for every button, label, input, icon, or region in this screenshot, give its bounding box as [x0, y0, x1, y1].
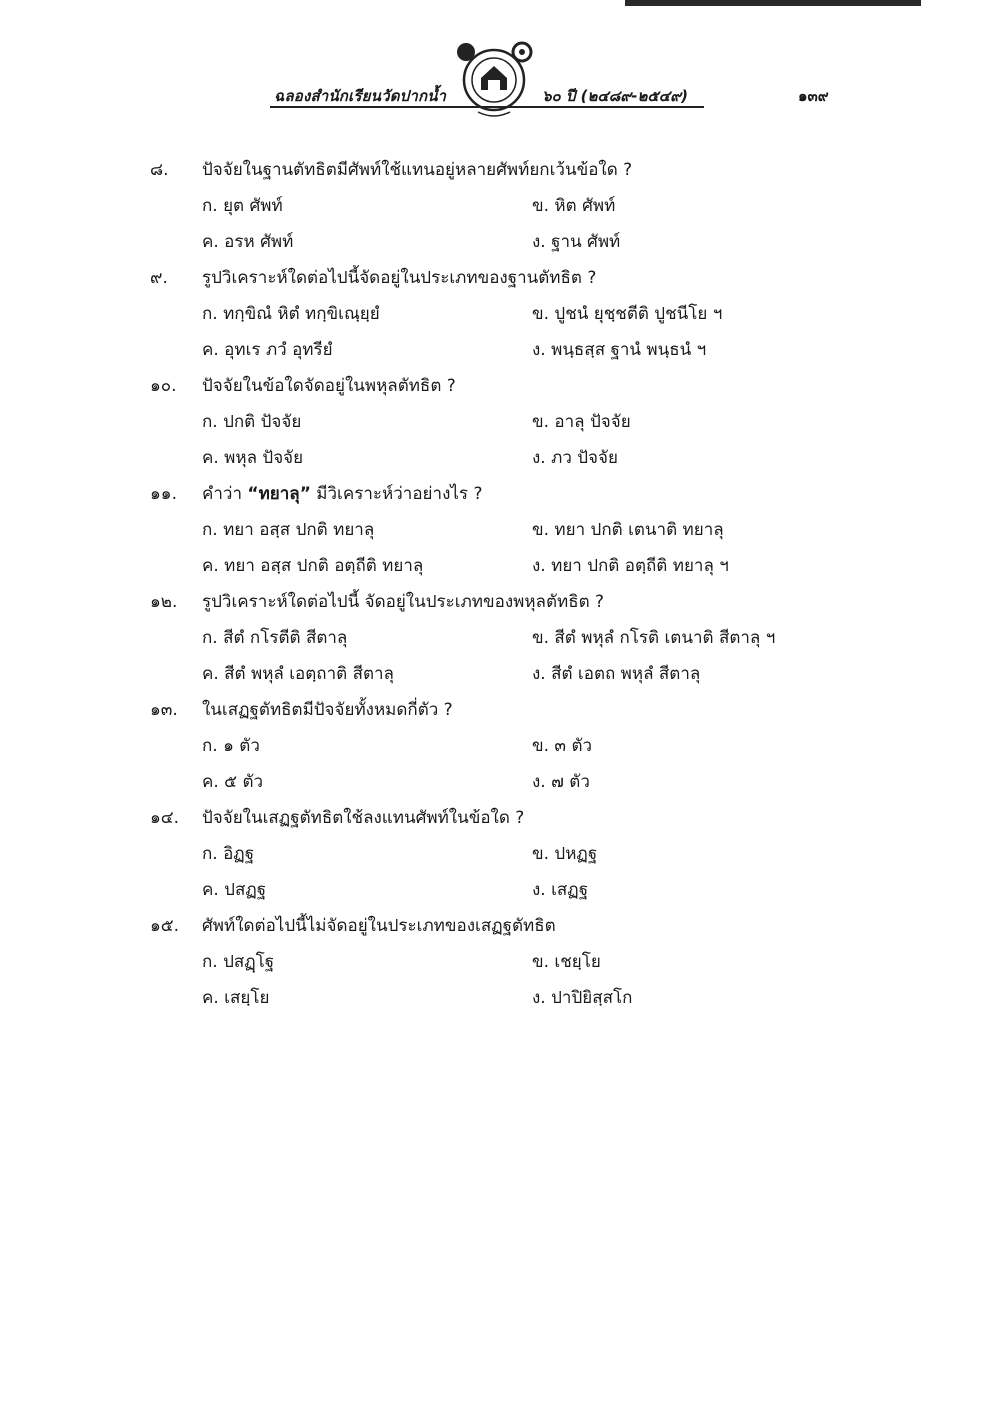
question-10 [150, 368, 870, 476]
option-d: ง. พนฺธสฺส ฐานํ พนฺธนํ ฯ [532, 340, 707, 360]
option-a: ก. ปสฏฺโฐ [202, 952, 275, 972]
question-text-pre: คำว่า [202, 484, 248, 504]
option-b: ข. ทยา ปกติ เตนาติ ทยาลุ [532, 520, 724, 540]
option-b: ข. ปหฏฐ [532, 844, 598, 864]
header-anniversary: ๖๐ ปี (๒๔๘๙-๒๕๔๙) [542, 87, 688, 105]
option-b: ข. ปูชนํ ยุชฺชตีติ ปูชนีโย ฯ [532, 304, 723, 324]
question-keyword: “ทยาลุ” [247, 484, 311, 504]
question-text: ปัจจัยในข้อใดจัดอยู่ในพหุลตัทธิต ? [202, 376, 456, 396]
question-number: ๑๔. [150, 808, 180, 828]
question-text-post: มีวิเคราะห์ว่าอย่างไร ? [310, 484, 483, 504]
option-c: ค. ปสฏฐ [202, 880, 267, 900]
question-number: ๑๕. [150, 916, 180, 936]
question-text: ปัจจัยในเสฏฐตัทธิตใช้ลงแทนศัพท์ในข้อใด ? [202, 808, 525, 828]
question-14 [150, 800, 870, 908]
question-number: ๑๑. [150, 484, 177, 504]
option-c: ค. ๕ ตัว [202, 772, 264, 792]
option-b: ข. อาลุ ปัจจัย [532, 412, 631, 432]
option-c: ค. เสยฺโย [202, 988, 270, 1008]
option-c: ค. พหุล ปัจจัย [202, 448, 304, 468]
question-list [150, 152, 870, 1016]
option-c: ค. สีตํ พหุลํ เอตฺถาติ สีตาลุ [202, 664, 394, 684]
question-text: รูปวิเคราะห์ใดต่อไปนี้จัดอยู่ในประเภทของฐานตัทธิต ? [202, 268, 597, 288]
option-d: ง. เสฏฐ [532, 880, 589, 900]
option-c: ค. ทยา อสฺส ปกติ อตฺถีติ ทยาลุ [202, 556, 424, 576]
option-d: ง. สีตํ เอตถ พหุลํ สีตาลุ [532, 664, 701, 684]
option-c: ค. อรห ศัพท์ [202, 232, 294, 252]
scan-edge-bar [625, 0, 921, 6]
question-text: ปัจจัยในฐานตัทธิตมีศัพท์ใช้แทนอยู่หลายศัพท์ยกเว้นข้อใด ? [202, 160, 633, 180]
temple-seal-icon [448, 40, 540, 122]
question-number: ๙. [150, 268, 168, 288]
option-a: ก. ทยา อสฺส ปกติ ทยาลุ [202, 520, 375, 540]
option-a: ก. อิฏฐ [202, 844, 255, 864]
header-rule [270, 106, 704, 108]
option-b: ข. หิต ศัพท์ [532, 196, 616, 216]
question-12 [150, 584, 870, 692]
option-a: ก. ยุต ศัพท์ [202, 196, 283, 216]
question-13 [150, 692, 870, 800]
question-text: ศัพท์ใดต่อไปนี้ไม่จัดอยู่ในประเภทของเสฏฐตัทธิต [202, 916, 556, 936]
option-b: ข. ๓ ตัว [532, 736, 593, 756]
option-b: ข. สีตํ พหุลํ กโรติ เตนาติ สีตาลุ ฯ [532, 628, 776, 648]
option-d: ง. ๗ ตัว [532, 772, 590, 792]
question-15 [150, 908, 870, 1016]
question-number: ๑๒. [150, 592, 178, 612]
question-11 [150, 476, 870, 584]
option-c: ค. อุทเร ภวํ อุทรียํ [202, 340, 333, 360]
option-a: ก. ทกฺขิณํ หิตํ ทกฺขิเณฺยฺยํ [202, 304, 380, 324]
question-text: รูปวิเคราะห์ใดต่อไปนี้ จัดอยู่ในประเภทของพหุลตัทธิต ? [202, 592, 605, 612]
page-number: ๑๓๙ [798, 87, 829, 105]
question-text: ในเสฏฐตัทธิตมีปัจจัยทั้งหมดกี่ตัว ? [202, 700, 453, 720]
option-a: ก. สีตํ กโรตีติ สีตาลุ [202, 628, 348, 648]
option-d: ง. ปาปิยิสฺสโก [532, 988, 633, 1008]
question-9 [150, 260, 870, 368]
option-d: ง. ทยา ปกติ อตฺถีติ ทยาลุ ฯ [532, 556, 729, 576]
option-d: ง. ฐาน ศัพท์ [532, 232, 621, 252]
question-number: ๑๓. [150, 700, 178, 720]
question-8 [150, 152, 870, 260]
option-a: ก. ปกติ ปัจจัย [202, 412, 302, 432]
question-number: ๘. [150, 160, 169, 180]
header-school-title: ฉลองสำนักเรียนวัดปากน้ำ [274, 87, 447, 105]
question-number: ๑๐. [150, 376, 177, 396]
option-b: ข. เชยฺโย [532, 952, 601, 972]
option-a: ก. ๑ ตัว [202, 736, 260, 756]
option-d: ง. ภว ปัจจัย [532, 448, 618, 468]
question-text [202, 476, 482, 512]
page-header [270, 40, 870, 120]
